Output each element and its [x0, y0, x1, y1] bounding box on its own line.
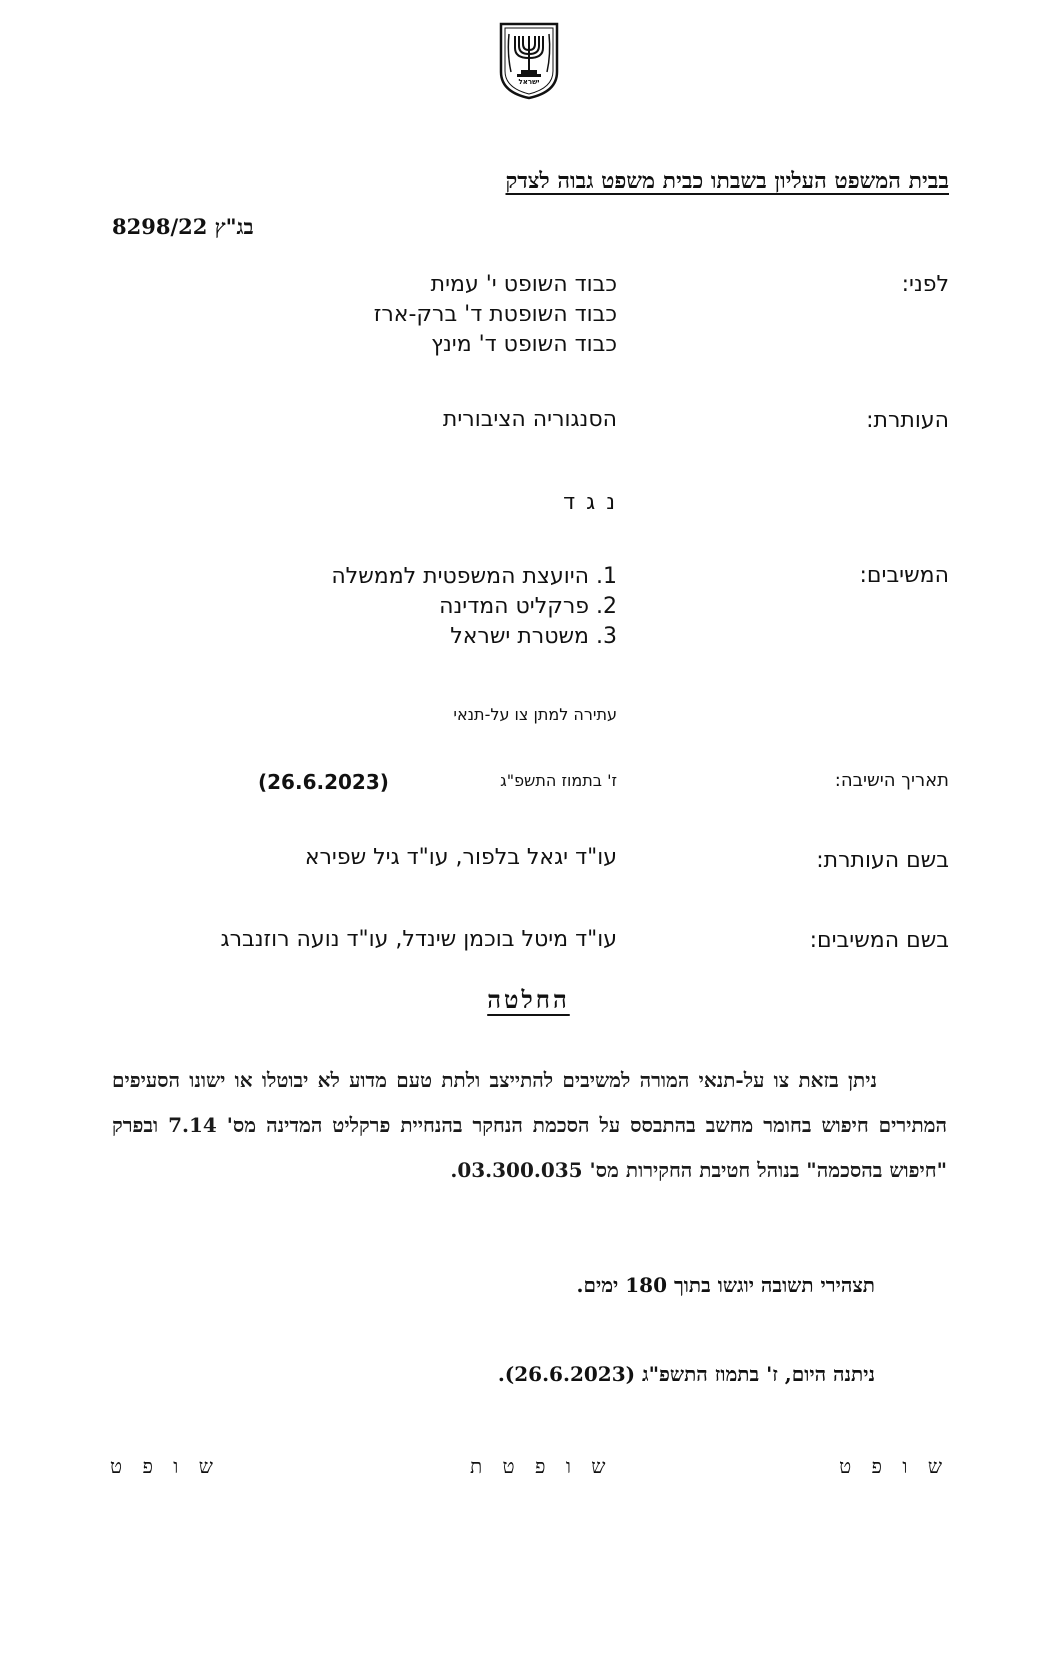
hearing-date: (26.6.2023): [258, 770, 389, 794]
petitioner-counsel-label: בשם העותרת:: [816, 848, 949, 873]
respondent-name: 1. היועצת המשפטית לממשלה: [331, 564, 617, 589]
judges-list: [374, 270, 617, 360]
judge-name: כבוד השופט י' עמית: [430, 272, 617, 297]
court-title: בבית המשפט העליון בשבתו כבית משפט גבוה לצדק: [505, 168, 949, 194]
petitioner-name: הסנגוריה הציבורית: [442, 407, 617, 432]
hearing-date-label: תאריך הישיבה:: [834, 770, 949, 791]
hearing-hebrew-date: ז' בתמוז התשפ"ג: [500, 771, 617, 790]
respondent-name: 2. פרקליט המדינה: [439, 594, 617, 619]
menorah-emblem-icon: [495, 20, 563, 100]
decision-text: ניתן בזאת צו על-תנאי המורה למשיבים להתייצב ולתת טעם מדוע לא יבוטלו או ישונו הסעיפים המתירים חיפוש בחומר מחשב בהתבסס על הסכמת הנחקר בהנחיית פרקליט המדינה מס' 7.14 ובפרק "חיפוש בהסכמה" בנוהל חטיבת החקירות מס' 03.300.035.: [112, 1068, 948, 1182]
case-number: בג"ץ 8298/22: [112, 214, 254, 239]
respondents-counsel-label: בשם המשיבים:: [809, 928, 949, 953]
petitioner-counsel-names: עו"ד יגאל בלפור, עו"ד גיל שפירא: [304, 845, 617, 870]
respondents-counsel-names: עו"ד מיטל בוכמן שינדל, עו"ד נועה רוזנברג: [220, 927, 617, 952]
before-label: לפני:: [901, 272, 949, 297]
decision-paragraph-1: [112, 1058, 947, 1193]
decision-paragraph-2: תצהירי תשובה יוגשו בתוך 180 ימים.: [576, 1273, 875, 1297]
judge-name: כבוד השופטת ד' ברק-ארז: [373, 302, 617, 327]
judge-name: כבוד השופט ד' מינץ: [431, 332, 617, 357]
state-emblem: [495, 20, 563, 100]
judge-signature-center: ש ו פ ט ת: [470, 1454, 613, 1478]
decision-paragraph-3: ניתנה היום, ז' בתמוז התשפ"ג (26.6.2023).: [497, 1362, 875, 1386]
judge-signature-right: ש ו פ ט: [839, 1454, 949, 1478]
respondent-name: 3. משטרת ישראל: [450, 624, 617, 649]
judge-signature-left: ש ו פ ט: [110, 1454, 220, 1478]
petition-type: עתירה למתן צו על-תנאי: [453, 705, 617, 724]
petitioner-label: העותרת:: [866, 408, 949, 433]
respondents-list: [331, 562, 617, 652]
versus: נ ג ד: [563, 490, 617, 515]
decision-title: החלטה: [487, 985, 570, 1014]
emblem-caption: ישראל: [518, 78, 540, 86]
respondents-label: המשיבים:: [859, 563, 949, 588]
